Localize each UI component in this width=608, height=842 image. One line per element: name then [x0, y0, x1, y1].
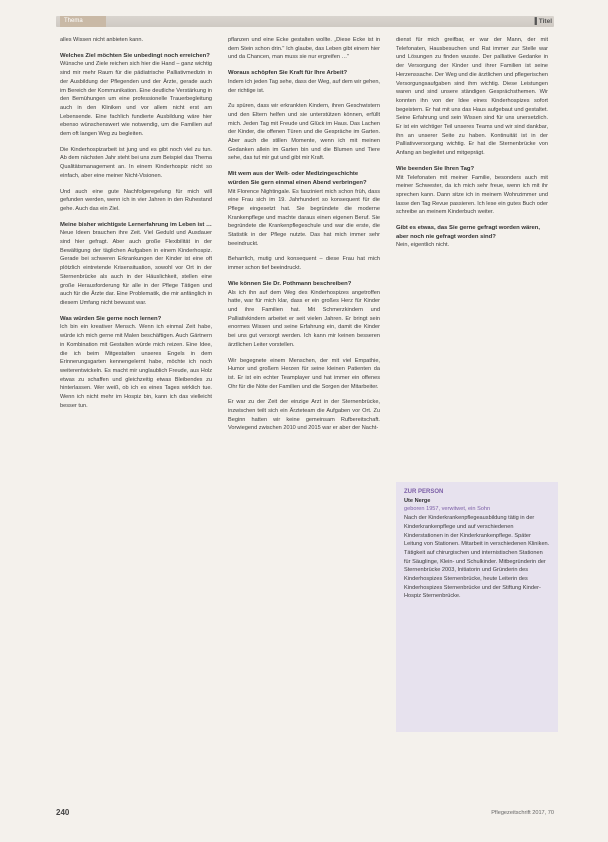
question-heading: Meine bisher wichtigste Lernerfahrung im Leben ist …	[60, 221, 212, 228]
person-info-box	[396, 482, 558, 732]
question-heading: Mit wem aus der Welt- oder Medizingeschichte würden Sie gern einmal einen Abend verbringen?	[228, 171, 367, 186]
body-paragraph: Ich bin ein kreativer Mensch. Wenn ich einmal Zeit habe, würde ich mich gerne mit Malen beschäftigen. Auch Gärtnern in Kombination mit Gestalten würde mich reizen. Eine Idee, die ich beim Mitgestalten unseres Engels in dem Erinnerungsgarten kennengelernt habe, möchte ich noch weiterentwickeln. Es macht mir unglaublich Freude, aus Holz etwas zu schaffen und gleichzeitig etwas Bleibendes zu hinterlassen. Wer weiß, ob ich es eines Tages wirklich tue. Wenn ich nicht mehr im Hospiz bin, kann ich das vielleicht besser tun.	[60, 324, 212, 409]
body-paragraph: Wir begegnete einem Menschen, der mit viel Empathie, Humor und großem Herzen für seine kleinen Patienten da ist. Er ist ein echter Teamplayer und hat immer ein offenes Ohr für die Nöte der Familien und die Sorgen der Mitarbeiter.	[228, 357, 380, 390]
body-paragraph: pflanzen und eine Ecke gestalten wollte. „Diese Ecke ist in dem Stein schon drin." Ich glaube, das Leben gibt einem hier und da Chancen, man muss sie nur ergreifen …"	[228, 37, 380, 61]
person-name: Ute Nerge	[404, 497, 431, 504]
body-paragraph: Beharrlich, mutig und konsequent – diese Frau hat mich immer schon tief beeindruckt.	[228, 256, 380, 272]
text-column-3	[396, 36, 548, 257]
question-heading: Woraus schöpfen Sie Kraft für Ihre Arbeit?	[228, 70, 348, 77]
body-paragraph: Die Kinderhospizarbeit ist jung und es gibt noch viel zu tun. Ab dem nächsten Jahr steht bei uns zum Beispiel das Thema Qualitätsmanagement an. In einem Kinderhospiz nicht so einfach, aber eine meiner Nicht-Visionen.	[60, 146, 212, 179]
text-column-2	[228, 36, 380, 440]
body-paragraph: Als ich ihn auf dem Weg des Kinderhospizes angetroffen hatte, war für mich klar, dass er ein großes Herz für Kinder und ihre Familien hat. Mit Schmerzkindern und Palliativkindern arbeitet er seit vielen Jahren. Er bringt sein enormes Wissen und seine Erfahrung ein, damit die Kinder bei uns gut versorgt werden. Ich kann mir keinen besseren ärztlichen Leiter vorstellen.	[228, 289, 380, 348]
magazine-label: ▐ Titel	[532, 18, 552, 25]
body-paragraph: Und auch eine gute Nachfolgeregelung für mich will gefunden werden, wenn ich in vier Jahren in den Ruhestand gehe. Auch das ein Ziel.	[60, 188, 212, 212]
info-box-title: ZUR PERSON	[404, 489, 444, 495]
header-bar	[56, 16, 554, 27]
text-column-1	[60, 36, 212, 417]
body-paragraph: Indem ich jeden Tag sehe, dass der Weg, auf dem wir gehen, der richtige ist.	[228, 78, 380, 94]
body-paragraph: Neue Ideen brauchen ihre Zeit. Viel Geduld und Ausdauer sind hier gefragt. Aber auch große Flexibilität in der Bewältigung der täglichen Aufgaben in einem Kinderhospiz. Gerade bei schweren Erkrankungen der Kinder ist eine oft plötzlich eintretende Krisensituation, sowohl vor Ort in der Sternenbrücke als auch in der Häuslichkeit, stellen eine große Herausforderung für alle in der Pflege Tätigen und auch für die Ärzte dar. Eine Problematik, die mir anfänglich in diesem Umfang nicht bewusst war.	[60, 230, 212, 306]
body-paragraph: dienst für mich greifbar, er war der Mann, der mit Telefonaten, Hausbesuchen und Rat immer zur Stelle war und Lösungen zu finden wusste. Der palliative Gedanke in der Versorgung der Kinder und ihrer Familien ist seine Herzenssache. Der Weg und die ärztlichen und pflegerischen Versorgungsaufgaben sind ihm wichtig. Diese Leistungen waren und sind unsere ständigen Gesprächsthemen. Wir konnten ihn von der Idee eines Kinderhospizes sofort begeistern. Er hat mit uns das Haus aufgebaut und gestaltet. Seine Erfahrung und sein Wissen sind für uns unersetzlich. Er ist ein wichtiger Teil unseres Teams und wir sind dankbar, ihn an unserer Seite zu haben. Kontinuität ist in der Palliativversorgung wichtig. Er hat die Sternenbrücke von Anfang an begleitet und mitgeprägt.	[396, 37, 548, 157]
body-paragraph: Wünsche und Ziele reichen sich hier die Hand – ganz wichtig sind mir mehr Raum für die pädiatrische Palliativmedizin in der Ausbildung der Pflegenden und der Ärzte, gerade auch im Bereich der Kommunikation. Eine deutliche Verstärkung in den Bemühungen um eine professionelle Trauerbegleitung auch in den Kliniken und vor allem nicht erst am Lebensende. Eine fachlich fundierte Ausbildung wäre hier ebenso wünschenswert wie notwendig, um die Familien auf dem oft langen Weg zu begleiten.	[60, 61, 212, 138]
question-heading: Gibt es etwas, das Sie gerne gefragt worden wären, aber noch nie gefragt worden sind?	[396, 225, 541, 240]
body-paragraph: Mit Telefonaten mit meiner Familie, besonders auch mit meiner Schwester, da ich mich sehr freue, wenn ich mit ihr sprechen kann. Dann sitze ich in meinem Wohnzimmer und lasse den Tag Revue passieren. Ich lese ein gutes Buch oder schreibe an meinem Kinderbuch weiter.	[396, 174, 548, 216]
body-paragraph: Zu spüren, dass wir erkrankten Kindern, ihren Geschwistern und den Eltern helfen und sie unterstützen können, erfüllt mich. Jeden Tag mit Freude und Glück im Haus. Das Lachen der Kinder, die offenen Türen und die Gespräche im Garten. Aber auch die stillen Momente, wenn ich mit meinen Gedanken allein im Garten bin und die Blumen und Tiere sehe, das tut mir gut und gibt mir Kraft.	[228, 103, 380, 162]
question-heading: Wie können Sie Dr. Pothmann beschreiben?	[228, 280, 352, 287]
body-paragraph: Mit Florence Nightingale. Es fasziniert mich schon früh, dass eine Frau sich im 19. Jahrhundert so konsequent für die Pflege eingesetzt hat. Sie begründete die moderne Krankenpflege und machte daraus einen eigenen Beruf. Sie begründete die Krankenpflegeschule und war die erste, die Statistik in der Pflege nutzte. Das hat mich immer sehr beeindruckt.	[228, 188, 380, 247]
issue-info: Pflegezeitschrift 2017, 70	[491, 810, 554, 816]
body-paragraph: Er war zu der Zeit der einzige Arzt in der Sternenbrücke, inzwischen teilt sich ein Ärzteteam die Aufgaben vor Ort. Zu Beginn hatten wir keine gemeinsam Rufbereitschaft. Vorwiegend zwischen 2010 und 2015 war er aber der Nacht-	[228, 399, 380, 432]
question-heading: Welches Ziel möchten Sie unbedingt noch erreichen?	[60, 52, 210, 59]
person-bio: Nach der Kinderkrankenpflegeausbildung tätig in der Kinderkrankenpflege und auf verschiedenen Kinderstationen in der Kinderkrankenpflege. Später Leitung von Stationen. Mitarbeit in verschiedenen Kliniken. Tätigkeit auf chirurgischen und internistischen Stationen für Säuglinge, Klein- und Schulkinder. Mitbegründerin der Sternenbrücke 2003, Initiatorin und Gründerin des Kinderhospizes Sternenbrücke, heute Leiterin des Kinderhospizes Sternenbrücke und der Stiftung Kinder-Hospiz Sternenbrücke.	[404, 515, 550, 600]
question-heading: Wie beenden Sie Ihren Tag?	[396, 165, 475, 172]
section-label: Thema	[60, 16, 106, 27]
page-number: 240	[56, 808, 70, 817]
body-paragraph: alles Wissen nicht anbieten kann.	[60, 37, 144, 43]
body-paragraph: Nein, eigentlich nicht.	[396, 242, 450, 249]
question-heading: Was würden Sie gerne noch lernen?	[60, 315, 162, 322]
person-birth: geboren 1957, verwitwet, ein Sohn	[404, 506, 491, 513]
